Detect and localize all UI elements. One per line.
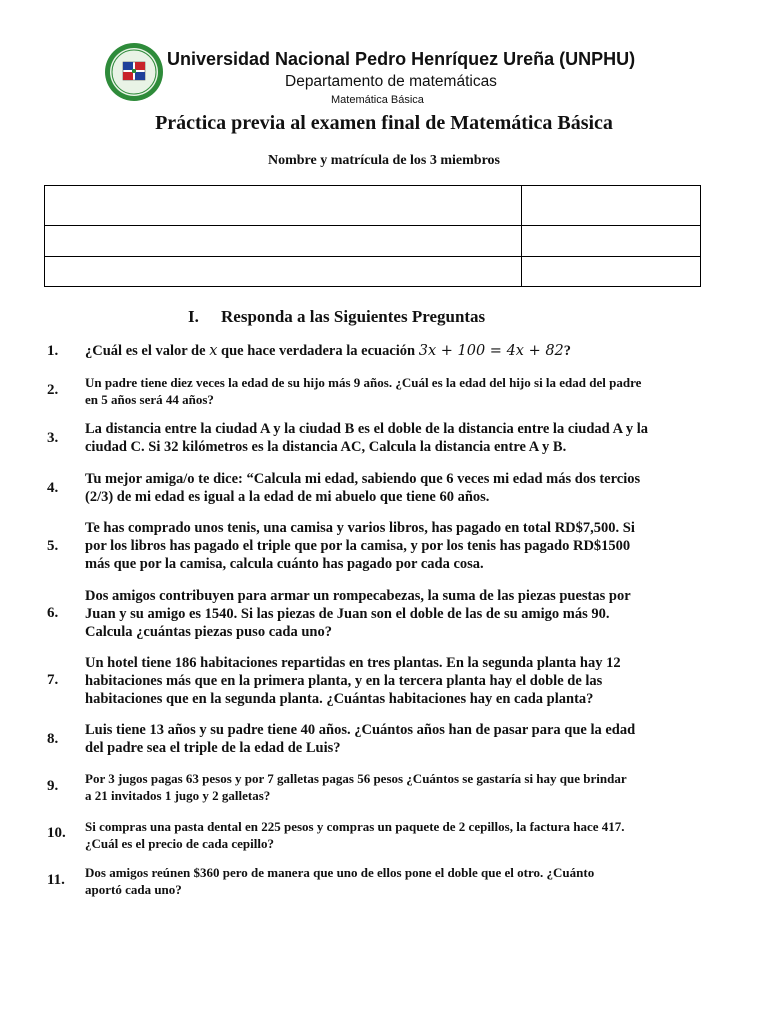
question-line: en 5 años será 44 años? xyxy=(85,392,214,407)
question-number: 5. xyxy=(47,538,59,554)
members-table xyxy=(44,185,701,287)
question-number: 7. xyxy=(47,672,59,688)
question-text xyxy=(85,818,725,852)
table-row xyxy=(45,226,701,257)
question-text xyxy=(85,587,725,641)
question-text xyxy=(85,519,725,573)
member-id-cell xyxy=(522,257,701,287)
question-line: habitaciones que en la segunda planta. ¿Cuántas habitaciones hay en cada planta? xyxy=(85,691,594,707)
question-line: ¿Cuál es el valor de x que hace verdadera la ecuación 3x + 100 = 4x + 82? xyxy=(85,343,572,359)
question-number: 4. xyxy=(47,480,59,496)
question-text xyxy=(85,864,725,898)
question-line: Calcula ¿cuántas piezas puso cada uno? xyxy=(85,624,332,640)
question-text xyxy=(85,420,725,456)
question-text xyxy=(85,721,725,757)
question-number: 3. xyxy=(47,430,59,446)
question-line: Luis tiene 13 años y su padre tiene 40 años. ¿Cuántos años han de pasar para que la edad xyxy=(85,722,636,738)
table-row xyxy=(45,186,701,226)
question-line: Juan y su amigo es 1540. Si las piezas de Juan son el doble de las de su amigo más 90. xyxy=(85,606,610,622)
member-id-cell xyxy=(522,186,701,226)
question-text xyxy=(85,654,725,708)
question-line: Tu mejor amiga/o te dice: “Calcula mi edad, sabiendo que 6 veces mi edad más dos tercios xyxy=(85,471,641,487)
question-line: habitaciones más que en la primera planta, y en la tercera planta hay el doble de las xyxy=(85,673,603,689)
question-text xyxy=(85,374,725,408)
university-seal-logo xyxy=(104,42,164,102)
member-name-cell xyxy=(45,186,522,226)
question-number: 2. xyxy=(47,382,59,398)
question-text xyxy=(85,770,725,804)
question-line: Te has comprado unos tenis, una camisa y varios libros, has pagado en total RD$7,500. Si xyxy=(85,520,635,536)
question-text xyxy=(85,342,725,360)
page-title: Práctica previa al examen final de Matemática Básica xyxy=(155,112,613,134)
table-row xyxy=(45,257,701,287)
members-label: Nombre y matrícula de los 3 miembros xyxy=(267,153,500,168)
question-line: Dos amigos reúnen $360 pero de manera que uno de ellos pone el doble que el otro. ¿Cuánto xyxy=(85,865,595,880)
question-number: 8. xyxy=(47,731,59,747)
question-number: 10. xyxy=(47,825,66,841)
question-line: Por 3 jugos pagas 63 pesos y por 7 galletas pagas 56 pesos ¿Cuántos se gastaría si hay que brindar xyxy=(85,771,627,786)
question-line: Un padre tiene diez veces la edad de su hijo más 9 años. ¿Cuál es la edad del hijo si la edad del padre xyxy=(85,375,642,390)
question-number: 1. xyxy=(47,343,59,359)
member-name-cell xyxy=(45,226,522,257)
question-line: Dos amigos contribuyen para armar un rompecabezas, la suma de las piezas puestas por xyxy=(85,588,631,604)
question-number: 6. xyxy=(47,605,59,621)
question-number: 11. xyxy=(47,872,65,888)
section-title: Responda a las Siguientes Preguntas xyxy=(221,307,486,326)
question-line: más que por la camisa, calcula cuánto has pagado por cada cosa. xyxy=(85,556,484,572)
section-number: I. xyxy=(188,307,199,326)
question-line: aportó cada uno? xyxy=(85,882,182,897)
department-name: Departamento de matemáticas xyxy=(285,73,497,90)
question-line: Un hotel tiene 186 habitaciones repartidas en tres plantas. En la segunda planta hay 12 xyxy=(85,655,621,671)
course-name: Matemática Básica xyxy=(331,94,424,106)
question-text xyxy=(85,470,725,506)
question-line: Si compras una pasta dental en 225 pesos y compras un paquete de 2 cepillos, la factura hace 417. xyxy=(85,819,625,834)
question-line: por los libros has pagado el triple que por la camisa, y por los tenis has pagado RD$1500 xyxy=(85,538,631,554)
question-line: (2/3) de mi edad es igual a la edad de mi abuelo que tiene 60 años. xyxy=(85,489,490,505)
university-name: Universidad Nacional Pedro Henríquez Ureña (UNPHU) xyxy=(167,49,636,69)
question-line: a 21 invitados 1 jugo y 2 galletas? xyxy=(85,788,271,803)
question-line: ¿Cuál es el precio de cada cepillo? xyxy=(85,836,274,851)
question-line: ciudad C. Si 32 kilómetros es la distancia AC, Calcula la distancia entre A y B. xyxy=(85,439,567,455)
question-line: La distancia entre la ciudad A y la ciudad B es el doble de la distancia entre la ciudad A y la xyxy=(85,421,649,437)
question-number: 9. xyxy=(47,778,59,794)
section-heading xyxy=(188,307,485,327)
question-line: del padre sea el triple de la edad de Luis? xyxy=(85,740,341,756)
member-name-cell xyxy=(45,257,522,287)
member-id-cell xyxy=(522,226,701,257)
